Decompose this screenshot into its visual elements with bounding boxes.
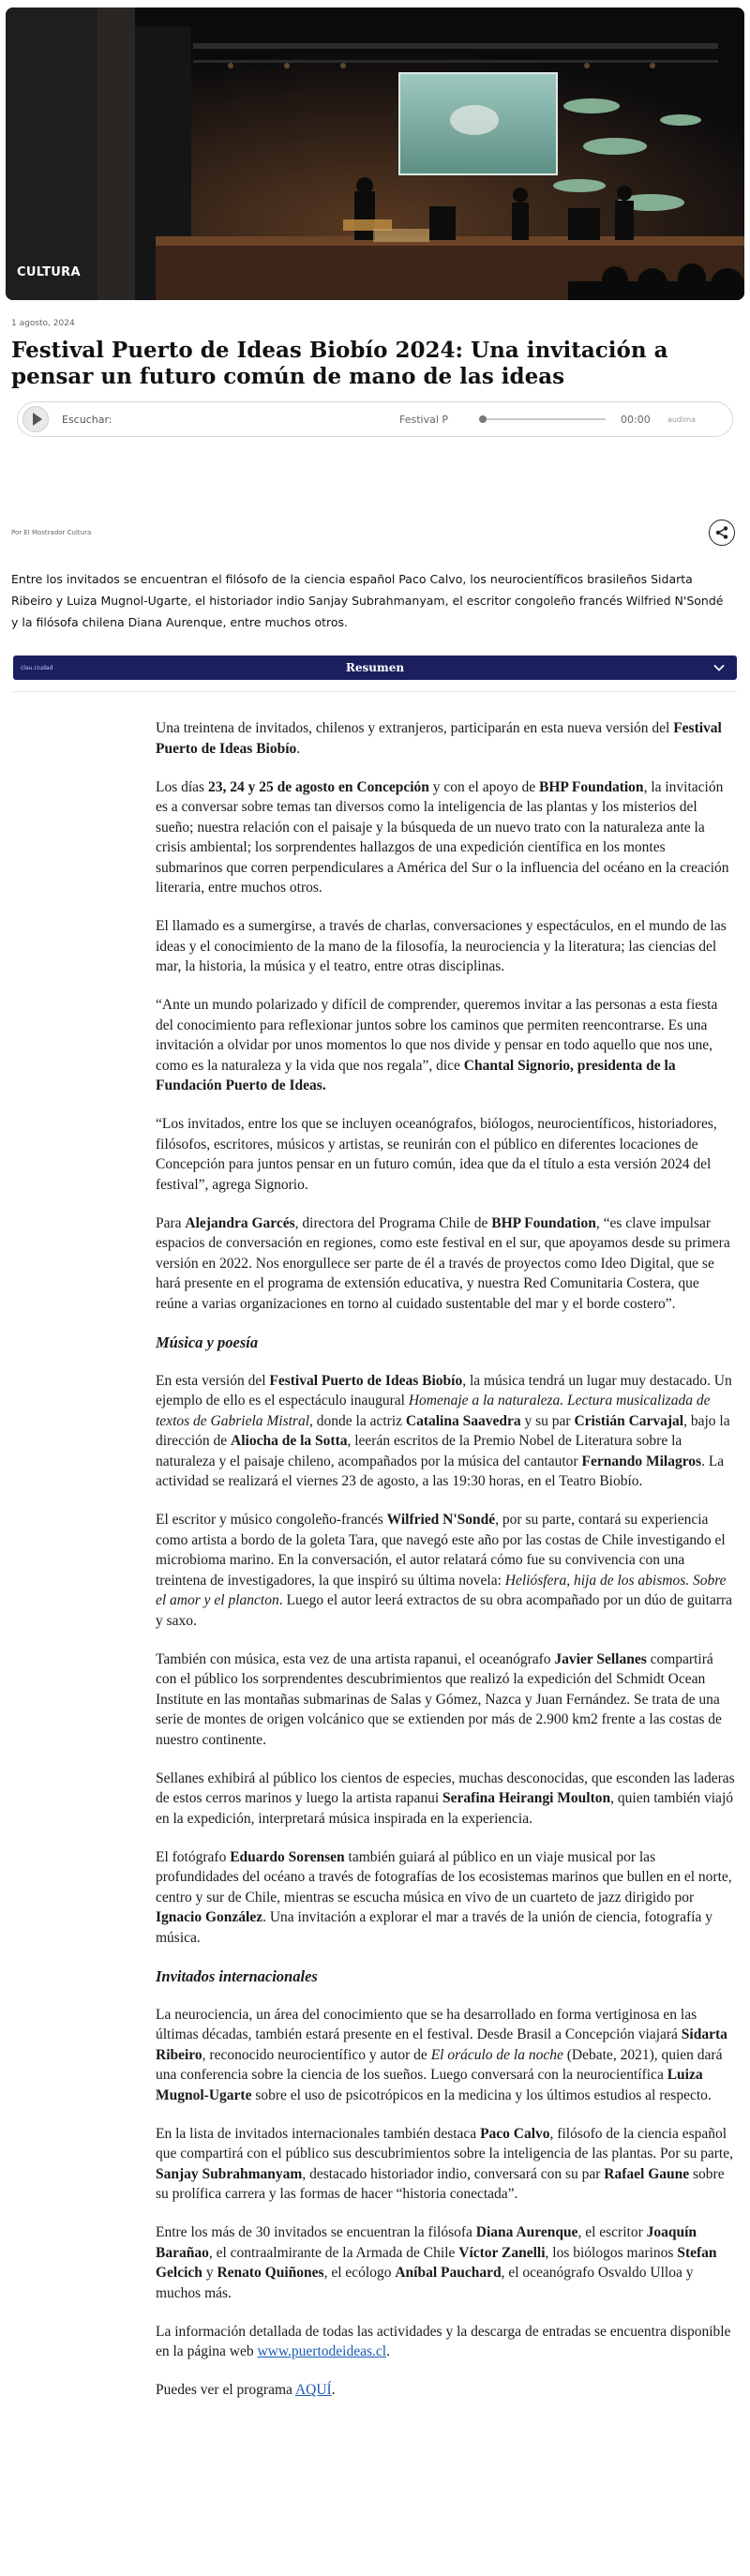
player-time: 00:00: [621, 413, 651, 426]
paragraph: Puedes ver el programa AQUÍ.: [156, 2382, 336, 2398]
article-body: [156, 718, 735, 2401]
audio-player: [17, 401, 733, 437]
paragraph: El escritor y músico congoleño-francés Wilfried N'Sondé, por su parte, contará su experiencia como artista a bordo de la goleta Tara, que navegó este año por las costas de Chile investigando el microbioma marino. En la conversación, el autor relatará cómo fue su convivencia con una treintena de investigadores, la que inspiró su última novela: Heliósfera, hija de los abismos. Sobre el amor y el plancton. Luego el autor leerá extractos de su obra acompañado por un dúo de guitarra y saxo.: [156, 1512, 733, 1629]
paragraph: Para Alejandra Garcés, directora del Programa Chile de BHP Foundation, “es clave impulsar espacios de conversación en regiones, como este festival en el sur, que apoyamos desde su primera versión en 2022. Nos enorgullece ser parte de él a través de proyectos como Ideo Digital, que se hará presente en el programa de extensión educativa, y nuestra Red Comunitaria Costera, que reúne a varias organizaciones en torno al cuidado sustentable del mar y el borde costero”.: [156, 1214, 730, 1312]
paragraph: La neurociencia, un área del conocimiento que se ha desarrollado en forma vertiginosa en las últimas décadas, también estará presente en el festival. Desde Brasil a Concepción viajará Sidarta Ribeiro, reconocido neurocientífico y autor de El oráculo de la noche (Debate, 2021), quien dará una conferencia sobre la ciencia de los sueños. Luego conversará con la neurocientífica Luiza Mugnol-Ugarte sobre el uso de psicotrópicos en la medicina y los últimos estudios al respecto.: [156, 2006, 728, 2103]
page-title: Festival Puerto de Ideas Biobío 2024: Una invitación a pensar un futuro común de mano de las ideas: [11, 338, 668, 389]
byline: Por El Mostrador Cultura: [11, 529, 92, 536]
concert-photo: [6, 8, 744, 300]
progress-knob[interactable]: [479, 415, 487, 423]
divider: [13, 691, 737, 692]
play-icon: [33, 413, 42, 426]
byline-row: [11, 520, 735, 546]
play-button[interactable]: [22, 406, 49, 432]
paragraph: “Los invitados, entre los que se incluyen oceanógrafos, biólogos, neurocientíficos, historiadores, filósofos, escritores, músicos y artistas, se reunirán con el público en diferentes locaciones de Concepción para juntos pensar en un futuro común, idea que da el título a esta versión 2024 del festival”, agrega Signorio.: [156, 1116, 717, 1193]
share-icon: [714, 525, 729, 540]
paragraph: Sellanes exhibirá al público los cientos de especies, muchas desconocidas, que esconden las laderas de estos cerros marinos y luego la artista rapanui Serafina Heirangi Moulton, quien también viajó en la expedición, interpretará música inspirada en la experiencia.: [156, 1770, 735, 1827]
player-brand: audima: [668, 414, 696, 424]
summary-label: Resumen: [345, 661, 405, 674]
program-link[interactable]: AQUÍ: [294, 2382, 332, 2398]
chevron-down-icon: [712, 661, 726, 674]
player-progress-bar[interactable]: [482, 418, 606, 420]
paragraph: Una treintena de invitados, chilenos y extranjeros, participarán en esta nueva versión del Festival Puerto de Ideas Biobío.: [156, 720, 722, 757]
section-heading: Música y poesía: [156, 1333, 259, 1351]
paragraph: Los días 23, 24 y 25 de agosto en Concepción y con el apoyo de BHP Foundation, la invitación es a conversar sobre temas tan diversos como la inteligencia de las plantas y los misterios del sueño; nuestra relación con el paisaje y la búsqueda de un nuevo trato con la naturaleza ante la crisis ambiental; los sorprendentes hallazgos de una expedición científica en los montes submarinos que corren perpendiculares a América del Sur o la influencia del océano en la creación literaria, entre muchos otros.: [156, 778, 729, 896]
publish-date: 1 agosto, 2024: [11, 319, 75, 328]
paragraph: También con música, esta vez de una artista rapanui, el oceanógrafo Javier Sellanes compartirá con el público los sorprendentes descubrimientos que realizó la expedición del Schmidt Ocean Institute en las montañas submarinas de Salas y Gómez, Nazca y Juan Fernández. Se trata de una serie de montes de origen volcánico que se extienden por más de 2.900 km2 frente a las costas de nuestro continente.: [156, 1650, 722, 1748]
share-button[interactable]: [709, 520, 735, 546]
website-link[interactable]: www.puertodeideas.cl: [257, 2343, 387, 2359]
summary-logo: clau.ciudad: [21, 664, 53, 671]
paragraph: “Ante un mundo polarizado y difícil de comprender, queremos invitar a las personas a esta fiesta del conocimiento para reflexionar juntos sobre los caminos que permiten reencontrarse. Es una invitación a olvidar por unos momentos lo que nos divide y pensar en todo aquello que nos une, como es la naturaleza y la vida que nos regala”, dice Chantal Signorio, presidenta de la Fundación Puerto de Ideas.: [156, 997, 718, 1093]
player-label: Escuchar:: [62, 413, 112, 426]
paragraph: En la lista de invitados internacionales también destaca Paco Calvo, filósofo de la ciencia español que compartirá con el público sus descubrimientos sobre la inteligencia de las plantas. Por su parte, Sanjay Subrahmanyam, destacado historiador indio, conversará con su par Rafael Gaune sobre su prolífica carrera y las formas de hacer “historia conectada”.: [156, 2125, 733, 2202]
paragraph: La información detallada de todas las actividades y la descarga de entradas se encuentra disponible en la página web www.puertodeideas.cl.: [156, 2323, 731, 2359]
article-lead: Entre los invitados se encuentran el filósofo de la ciencia español Paco Calvo, los neurocientíficos brasileños Sidarta Ribeiro y Luiza Mugnol-Ugarte, el historiador indio Sanjay Subrahmanyam, el escritor congoleño francés Wilfried N'Sondé y la filósofa chilena Diana Aurenque, entre muchos otros.: [11, 572, 724, 629]
paragraph: El llamado es a sumergirse, a través de charlas, conversaciones y espectáculos, en el mundo de las ideas y el conocimiento de la mano de la filosofía, la neurociencia y la literatura; las ciencias del mar, la historia, la música y el teatro, entre otras disciplinas.: [156, 918, 727, 974]
section-heading: Invitados internacionales: [156, 1966, 318, 1985]
hero-image: [6, 8, 744, 300]
paragraph: El fotógrafo Eduardo Sorensen también guiará al público en un viaje musical por las profundidades del océano a través de fotografías de los ecosistemas marinos que bullen en el norte, centro y sur de Chile, mientras se escucha música en vivo de un cuarteto de jazz dirigido por Ignacio González. Una invitación a explorar el mar a través de la unión de ciencia, fotografía y música.: [156, 1848, 732, 1946]
category-label[interactable]: CULTURA: [17, 265, 81, 279]
player-track-title: Festival P: [399, 413, 449, 426]
paragraph: En esta versión del Festival Puerto de Ideas Biobío, la música tendrá un lugar muy destacado. Un ejemplo de ello es el espectáculo inaugural Homenaje a la naturaleza. Lectura musicalizada de textos de Gabriela Mistral, donde la actriz Catalina Saavedra y su par Cristián Carvajal, bajo la dirección de Aliocha de la Sotta, leerán escritos de la Premio Nobel de Literatura sobre la naturaleza y el paisaje chileno, acompañados por la música del cantautor Fernando Milagros. La actividad se realizará el viernes 23 de agosto, a las 19:30 horas, en el Teatro Biobío.: [156, 1372, 732, 1489]
summary-toggle[interactable]: [13, 655, 737, 680]
paragraph: Entre los más de 30 invitados se encuentran la filósofa Diana Aurenque, el escritor Joaquín Barañao, el contraalmirante de la Armada de Chile Víctor Zanelli, los biólogos marinos Stefan Gelcich y Renato Quiñones, el ecólogo Aníbal Pauchard, el oceanógrafo Osvaldo Ulloa y muchos más.: [156, 2224, 717, 2301]
